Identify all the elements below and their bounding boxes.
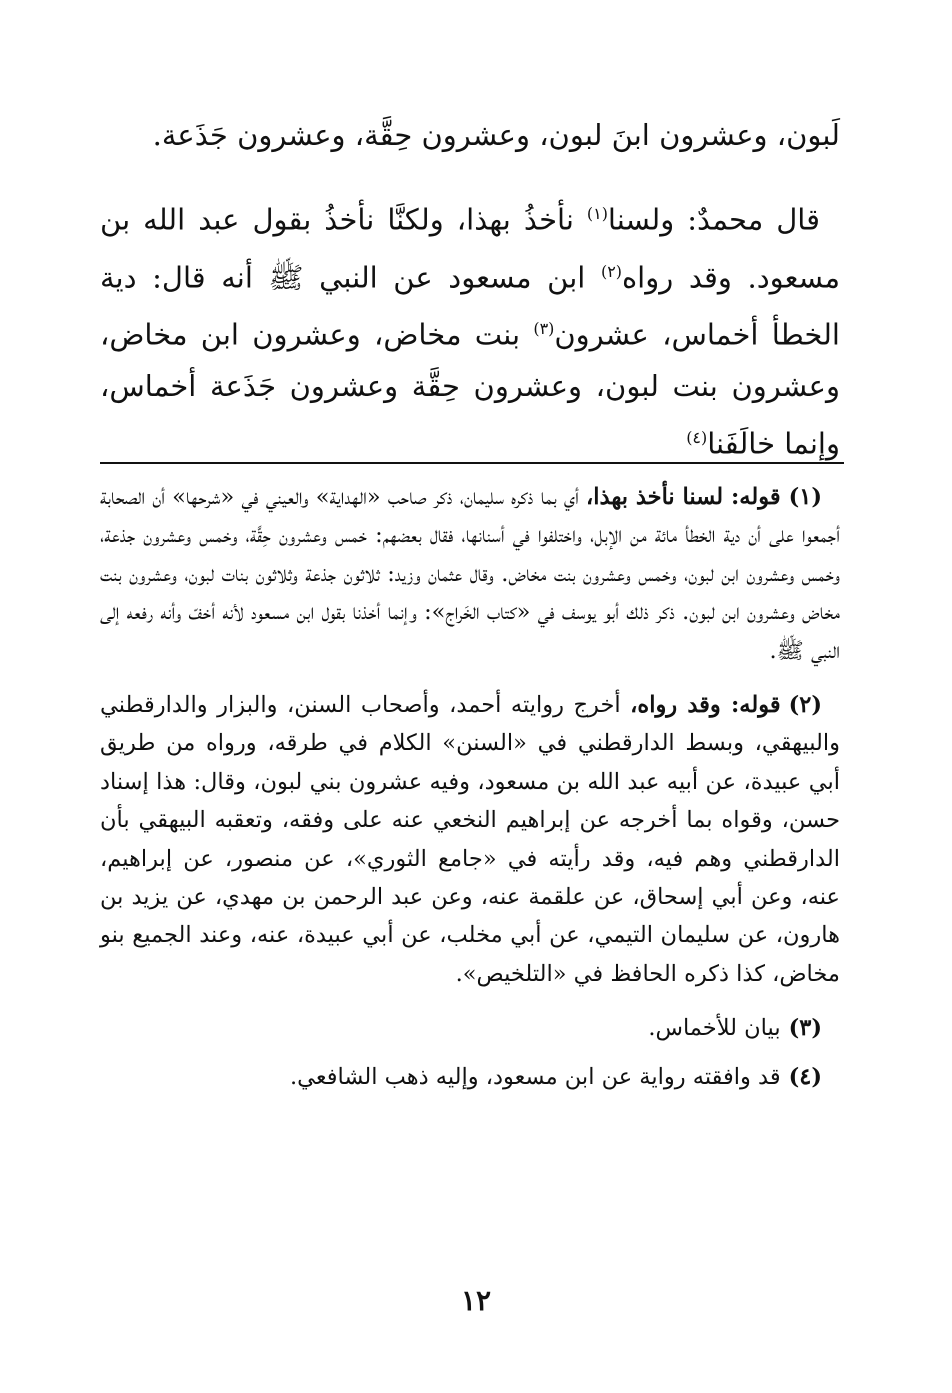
footnote-lead: قوله: وقد رواه،	[630, 692, 781, 719]
main-text-first-line	[100, 110, 840, 161]
footnote-number: (٣)	[788, 1015, 822, 1042]
main-paragraph-part: ابن مسعود عن النبي ﷺ أنه قال: دية الخطأ أخماس، عشرون	[100, 260, 840, 352]
main-line: لَبون، وعشرون ابنَ لبون، وعشرون حِقَّة، وعشرون جَذَعة.	[152, 118, 840, 152]
footnotes-section	[100, 478, 840, 1106]
footnote-text: بيان للأخماس.	[648, 1015, 781, 1042]
footnote-number: (١)	[788, 484, 822, 510]
footnote-ref-1[interactable]: (١)	[586, 204, 608, 223]
footnote-text: أي بما ذكره سليمان، ذكر صاحب «الهداية» والعيني في «شرحها» أن الصحابة أجمعوا على أن دية الخطأ مائة من الإبل، واختلفوا في أسنانها، فقال بعضهم: خمس وعشرون حِقَّة، وخمس وعشرون جذعة، وخمس وعشرون ابن لبون، وخمس وعشرون بنت مخاض. وقال عثمان وزيد: ثلاثون جذعة وثلاثون بنات لبون، وعشرون بنت مخاض وعشرون ابن لبون. ذكر ذلك أبو يوسف في «كتاب الخَراج»: وإنما أخذنا بقول ابن مسعود لأنه أخفّ وأنه رفعه إلى النبي ﷺ.	[100, 484, 840, 664]
footnote-lead: قوله: لسنا نأخذ بهذا،	[586, 484, 781, 510]
footnote-ref-2[interactable]: (٢)	[600, 261, 622, 281]
main-paragraph-text	[100, 188, 840, 470]
footnote-4	[100, 1058, 840, 1096]
footnote-2	[100, 686, 840, 993]
main-paragraph	[100, 188, 840, 470]
footnote-separator	[100, 462, 844, 464]
footnote-number: (٤)	[788, 1063, 822, 1090]
footnote-text: قد وافقته رواية عن ابن مسعود، وإليه ذهب الشافعي.	[289, 1063, 781, 1090]
main-paragraph-part: بنت مخاض، وعشرون ابن مخاض، وعشرون بنت لبون، وعشرون حِقَّة وعشرون جَذَعة أخماس، وإنما خالَفَنا	[100, 317, 840, 461]
main-paragraph-part: نأخذُ بهذا، ولكنَّا نأخذُ بقول عبد الله بن مسعود. وقد رواه	[100, 202, 841, 295]
footnote-ref-4[interactable]: (٤)	[686, 427, 708, 447]
footnote-3	[100, 1009, 840, 1047]
footnote-number: (٢)	[788, 692, 823, 719]
main-paragraph-part: قال محمدٌ: ولسنا	[607, 202, 821, 237]
footnote-ref-3[interactable]: (٣)	[533, 319, 555, 339]
footnote-1	[100, 478, 840, 670]
page-number: ١٢	[460, 1284, 492, 1317]
footnote-text: أخرج روايته أحمد، وأصحاب السنن، والبزار والدارقطني والبيهقي، وبسط الدارقطني في «السنن» الكلام في طرقه، ورواه من طريق أبي عبيدة، عن أبيه عبد الله بن مسعود، وفيه عشرون بني لبون، وقال: هذا إسناد حسن، وقواه بما أخرجه عن إبراهيم النخعي عنه على وفقه، وتعقبه البيهقي بأن الدارقطني وهم فيه، وقد رأيته في «جامع الثوري»، عن منصور، عن إبراهيم، عنه، وعن أبي إسحاق، عن علقمة عنه، وعن عبد الرحمن بن مهدي، عن يزيد بن هارون، عن سليمان التيمي، عن أبي مخلب، عن أبي عبيدة، عنه، وعند الجميع بنو مخاض، كذا ذكره الحافظ في «التلخيص».	[100, 692, 840, 987]
